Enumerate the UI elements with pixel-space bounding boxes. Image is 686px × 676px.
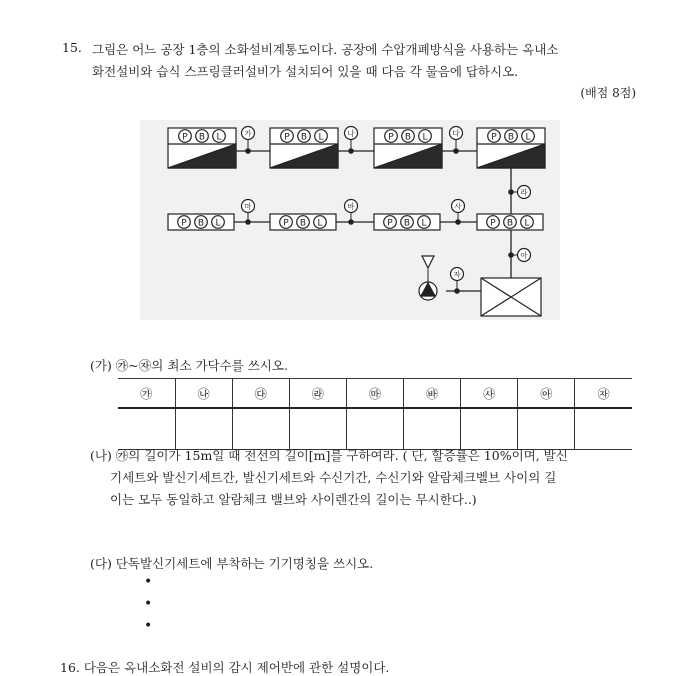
- marker-label: 가: [244, 129, 252, 139]
- junction-dot: [454, 149, 458, 153]
- question-number: 15.: [62, 40, 82, 55]
- transmitter-set-box: [374, 128, 442, 168]
- answer-header: ㉱: [289, 379, 346, 409]
- answer-header: ㉯: [175, 379, 232, 409]
- answer-cell[interactable]: [346, 408, 403, 450]
- pbl-letter: L: [421, 218, 427, 229]
- pbl-letter: L: [422, 132, 428, 143]
- answer-cell[interactable]: [118, 408, 175, 450]
- pbl-letter: P: [388, 132, 394, 143]
- answer-header: ㉴: [461, 379, 518, 409]
- fire-system-diagram: [140, 120, 560, 320]
- transmitter-box: [168, 214, 234, 230]
- answer-cell[interactable]: [461, 408, 518, 450]
- pbl-letter: P: [181, 218, 187, 229]
- pbl-letter: B: [299, 218, 307, 229]
- pbl-letter: B: [198, 132, 206, 143]
- answer-header: ㉲: [346, 379, 403, 409]
- marker-label: 라: [520, 188, 528, 198]
- answer-cell[interactable]: [575, 408, 632, 450]
- part-b-line-1: (나) ㉮의 길이가 15m일 때 전선의 길이[m]를 구하여라. ( 단, 할증률은 10%이며, 발신: [90, 448, 568, 463]
- pbl-letter: B: [404, 132, 412, 143]
- part-b-line-3: 이는 모두 동일하고 알람체크 밸브와 사이렌간의 길이는 무시한다..): [110, 492, 477, 507]
- pbl-letter: P: [491, 132, 497, 143]
- pbl-letter: P: [387, 218, 393, 229]
- pbl-letter: L: [525, 132, 531, 143]
- marker-label: 마: [244, 202, 252, 212]
- answer-header: ㉰: [232, 379, 289, 409]
- answer-cell[interactable]: [232, 408, 289, 450]
- answer-cell[interactable]: [518, 408, 575, 450]
- pbl-letter: L: [524, 218, 530, 229]
- marker-label: 아: [520, 251, 528, 261]
- pbl-letter: P: [283, 218, 289, 229]
- pbl-letter: B: [300, 132, 308, 143]
- pbl-letter: L: [317, 218, 323, 229]
- pbl-letter: B: [197, 218, 205, 229]
- question-text-line-2: 화전설비와 습식 스프링클러설비가 설치되어 있을 때 다음 각 물음에 답하시오.: [92, 64, 519, 79]
- answer-header: ㉳: [404, 379, 461, 409]
- next-question-text: 16. 다음은 옥내소화전 설비의 감시 제어반에 관한 설명이다.: [60, 660, 390, 675]
- junction-dot: [349, 220, 353, 224]
- transmitter-box: [270, 214, 336, 230]
- answer-header: ㉮: [118, 379, 175, 409]
- answer-header: ㉶: [575, 379, 632, 409]
- transmitter-set-box: [270, 128, 338, 168]
- pbl-letter: P: [284, 132, 290, 143]
- junction-dot: [349, 149, 353, 153]
- marker-label: 자: [453, 270, 461, 280]
- transmitter-box: [374, 214, 440, 230]
- answer-table: [118, 378, 632, 450]
- answer-table-blank-row: [118, 408, 632, 450]
- pbl-letter: B: [506, 218, 514, 229]
- junction-dot: [246, 220, 250, 224]
- bullet-point: •: [144, 574, 153, 590]
- pbl-letter: L: [215, 218, 221, 229]
- pbl-letter: B: [403, 218, 411, 229]
- score-label: (배점 8점): [580, 86, 636, 100]
- marker-label: 사: [454, 202, 462, 212]
- answer-cell[interactable]: [404, 408, 461, 450]
- junction-dot: [246, 149, 250, 153]
- answer-cell[interactable]: [289, 408, 346, 450]
- pbl-letter: B: [507, 132, 515, 143]
- pbl-letter: P: [490, 218, 496, 229]
- marker-label: 바: [347, 202, 355, 212]
- bullet-point: •: [144, 596, 153, 612]
- question-text-line-1: 그림은 어느 공장 1층의 소화설비계통도이다. 공장에 수압개폐방식을 사용하는 옥내소: [92, 42, 559, 57]
- answer-table-header-row: [118, 379, 632, 409]
- junction-dot: [456, 220, 460, 224]
- transmitter-box: [477, 214, 543, 230]
- part-c-prompt: (다) 단독발신기세트에 부착하는 기기명칭을 쓰시오.: [90, 556, 374, 571]
- next-question-cutoff: [60, 656, 660, 675]
- answer-header: ㉵: [518, 379, 575, 409]
- pbl-letter: P: [182, 132, 188, 143]
- answer-cell[interactable]: [175, 408, 232, 450]
- transmitter-set-box: [168, 128, 236, 168]
- pbl-letter: L: [216, 132, 222, 143]
- bullet-point: •: [144, 618, 153, 634]
- marker-label: 나: [347, 129, 355, 139]
- pbl-letter: L: [318, 132, 324, 143]
- part-b-line-2: 기세트와 발신기세트간, 발신기세트와 수신기간, 수신기와 알람체크벨브 사이의 길: [110, 470, 557, 485]
- transmitter-set-box: [477, 128, 545, 168]
- marker-label: 다: [452, 129, 460, 139]
- part-a-prompt: (가) ㉮~㉶의 최소 가닥수를 쓰시오.: [90, 358, 288, 373]
